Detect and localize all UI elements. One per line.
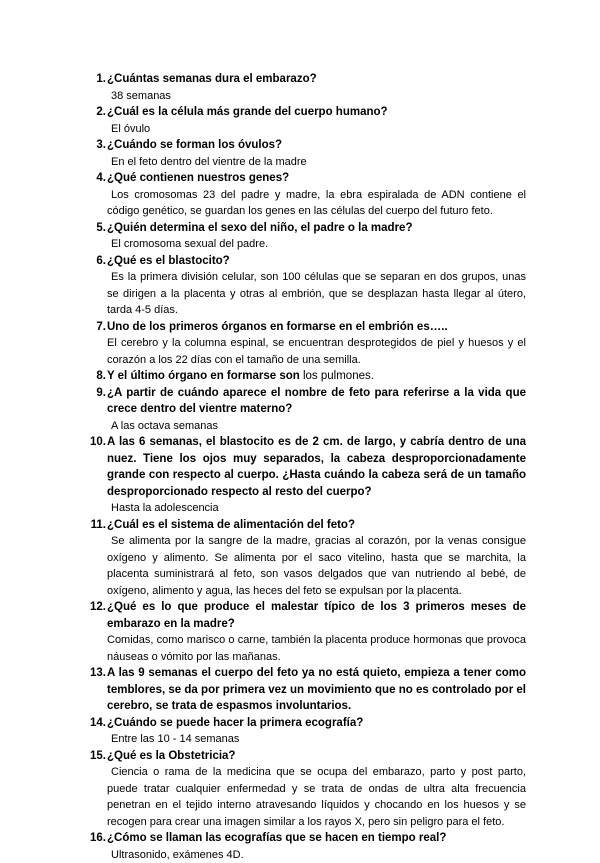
list-item	[90, 830, 526, 863]
question-text: Uno de los primeros órganos en formarse en el embrión es…..	[107, 319, 526, 336]
list-item	[90, 253, 526, 319]
question-text: A las 6 semanas, el blastocito es de 2 cm. de largo, y cabría dentro de una nuez. Tiene los ojos muy separados, la cabeza desproporcionadamente grande con respecto al cuerpo. ¿Hasta cuándo la cabeza será de un tamaño desproporcionado respecto al resto del cuerpo?	[107, 434, 526, 500]
question-text: ¿Qué contienen nuestros genes?	[107, 170, 526, 187]
answer-text: Hasta la adolescencia	[107, 500, 526, 517]
question-text: ¿Cuál es la célula más grande del cuerpo humano?	[107, 104, 526, 121]
answer-text: A las octava semanas	[107, 418, 526, 435]
answer-text: Entre las 10 - 14 semanas	[107, 731, 526, 748]
list-item	[90, 434, 526, 517]
item-number: 4.	[90, 170, 106, 187]
answer-text: El cerebro y la columna espinal, se encuentran desprotegidos de piel y huesos y el corazón a los 22 días con el tamaño de una semilla.	[107, 335, 526, 368]
answer-text: Se alimenta por la sangre de la madre, gracias al corazón, por la venas consigue oxígeno y alimento. Se alimenta por el saco vitelino, hasta que se marchita, la placenta suministrará al feto, son vasos delgados que van nutriendo al bebé, de oxígeno, alimento y agua, las heces del feto se expulsan por la placenta.	[107, 533, 526, 599]
answer-text: Comidas, como marisco o carne, también la placenta produce hormonas que provoca náuseas o vómito por las mañanas.	[107, 632, 526, 665]
list-item	[90, 319, 526, 369]
question-text: ¿A partir de cuándo aparece el nombre de feto para referirse a la vida que crece dentro del vientre materno?	[107, 385, 526, 418]
item-number: 16.	[90, 830, 106, 847]
question-text	[107, 368, 526, 385]
answer-text: Ciencia o rama de la medicina que se ocupa del embarazo, parto y post parto, puede tratar cualquier enfermedad y se trata de ondas de ultra alta frecuencia penetran en el tejido interno atravesando líquidos y chocando en los huesos y se recogen para crear una imagen similar a los rayos X, pero sin peligro para el feto.	[107, 764, 526, 830]
question-text: ¿Qué es la Obstetricia?	[107, 748, 526, 765]
list-item	[90, 71, 526, 104]
item-number: 3.	[90, 137, 106, 154]
answer-text: Es la primera división celular, son 100 células que se separan en dos grupos, unas se dirigen a la placenta y otras al embrión, que se desplazan hasta llegar al útero, tarda 4-5 días.	[107, 269, 526, 319]
item-number: 11.	[90, 517, 106, 534]
question-text: ¿Cuándo se puede hacer la primera ecografía?	[107, 715, 526, 732]
item-number: 1.	[90, 71, 106, 88]
item-number: 8.	[90, 368, 106, 385]
item-number: 6.	[90, 253, 106, 270]
answer-inline: los pulmones.	[300, 370, 374, 382]
answer-text: El óvulo	[107, 121, 526, 138]
list-item	[90, 170, 526, 220]
list-item	[90, 748, 526, 831]
question-list	[90, 71, 526, 863]
item-number: 14.	[90, 715, 106, 732]
question-text: ¿Cómo se llaman las ecografías que se hacen en tiempo real?	[107, 830, 526, 847]
list-item	[90, 220, 526, 253]
list-item	[90, 137, 526, 170]
answer-text: 38 semanas	[107, 88, 526, 105]
item-number: 15.	[90, 748, 106, 765]
item-number: 7.	[90, 319, 106, 336]
list-item	[90, 104, 526, 137]
item-number: 9.	[90, 385, 106, 402]
item-number: 5.	[90, 220, 106, 237]
item-number: 10.	[90, 434, 106, 451]
answer-text: Ultrasonido, exámenes 4D.	[107, 847, 526, 863]
question-text: ¿Cuántas semanas dura el embarazo?	[107, 71, 526, 88]
question-bold-part: Y el último órgano en formarse son	[107, 370, 300, 382]
answer-text: El cromosoma sexual del padre.	[107, 236, 526, 253]
question-text: ¿Cuál es el sistema de alimentación del feto?	[107, 517, 526, 534]
question-text: ¿Quién determina el sexo del niño, el padre o la madre?	[107, 220, 526, 237]
list-item	[90, 599, 526, 665]
answer-text: Los cromosomas 23 del padre y madre, la ebra espiralada de ADN contiene el código genético, se guardan los genes en las células del cuerpo del futuro feto.	[107, 187, 526, 220]
question-text: ¿Qué es el blastocito?	[107, 253, 526, 270]
item-number: 13.	[90, 665, 106, 682]
item-number: 12.	[90, 599, 106, 616]
question-text: A las 9 semanas el cuerpo del feto ya no está quieto, empieza a tener como temblores, se da por primera vez un movimiento que no es controlado por el cerebro, se trata de espasmos involuntarios.	[107, 665, 526, 715]
list-item	[90, 368, 526, 385]
list-item	[90, 517, 526, 600]
list-item	[90, 715, 526, 748]
list-item	[90, 665, 526, 715]
question-text: ¿Qué es lo que produce el malestar típico de los 3 primeros meses de embarazo en la madre?	[107, 599, 526, 632]
question-text: ¿Cuándo se forman los óvulos?	[107, 137, 526, 154]
item-number: 2.	[90, 104, 106, 121]
list-item	[90, 385, 526, 435]
answer-text: En el feto dentro del vientre de la madre	[107, 154, 526, 171]
